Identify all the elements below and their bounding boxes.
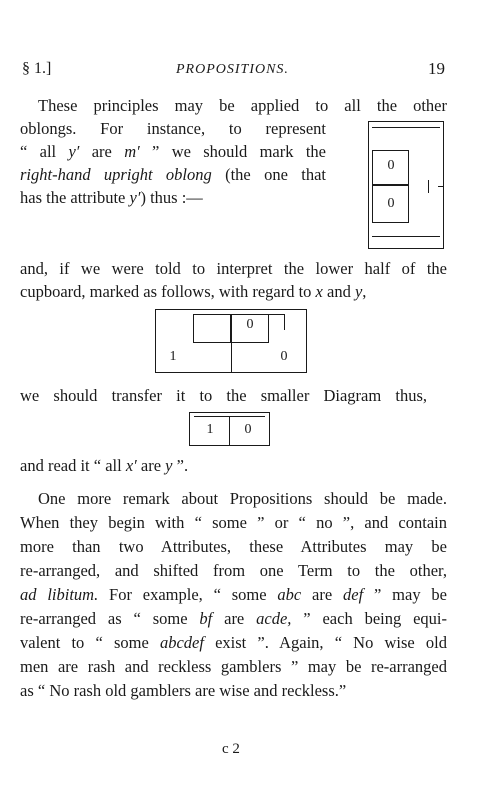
diagram-3-divider [229,416,230,446]
running-title: PROPOSITIONS. [176,62,289,77]
diagram-2-lower-right-mark: 0 [280,349,288,364]
para5-line-7: valent to “ some abcdef exist ”. Again, “ No wise old [20,633,447,652]
para2-line-1: and, if we were told to interpret the lower half of the [20,259,447,278]
page-number: 19 [428,59,445,78]
para1-line-5: has the attribute y′) thus :— [20,188,203,207]
diagram-3-right-mark: 0 [244,422,252,437]
diagram-2-center-divider [231,343,232,373]
para5-line-6: re-arranged as “ some bf are acde, ” each being equi- [20,609,448,628]
para5-line-4: re-arranged, and shifted from one Term to the other, [20,561,447,580]
para1-line-2: oblongs. For instance, to represent [20,119,326,138]
para1-line-4: right-hand upright oblong (the one that [20,165,326,184]
diagram-1-bottom-rule [372,236,440,237]
para1-line-3: “ all y′ are m′ ” we should mark the [20,142,326,161]
para4-line-1: and read it “ all x′ are y ”. [20,456,189,475]
diagram-1-dash [438,186,444,187]
para5-line-8: men are rash and reckless gamblers ” may be re-arranged [20,657,447,676]
para3-line-1: we should transfer it to the smaller Diagram thus, [20,386,427,405]
diagram-2-lower-left-mark: 1 [169,349,177,364]
diagram-2-right-inner-rule [284,314,285,330]
diagram-1-top-rule [372,127,440,128]
para5-line-5: ad libitum. For example, “ some abc are def ” may be [20,585,447,604]
para1-line-1: These principles may be applied to all the other [38,96,447,115]
diagram-2-inner-left-cell [193,314,231,343]
diagram-3-left-mark: 1 [206,422,214,437]
diagram-1-divider-stub [428,180,429,193]
signature-mark: c 2 [222,741,240,757]
para5-line-3: more than two Attributes, these Attributes may be [20,537,447,556]
para2-line-2: cupboard, marked as follows, with regard to x and y, [20,282,367,301]
diagram-2-inner-mark: 0 [246,317,254,332]
para5-line-2: When they begin with “ some ” or “ no ”, and contain [20,513,447,532]
para5-line-9: as “ No rash old gamblers are wise and reckless.” [20,681,347,700]
para5-line-1: One more remark about Propositions should be made. [38,489,447,508]
diagram-1-upper-mark: 0 [387,158,395,173]
diagram-1-lower-mark: 0 [387,196,395,211]
section-mark: § 1.] [22,60,52,77]
